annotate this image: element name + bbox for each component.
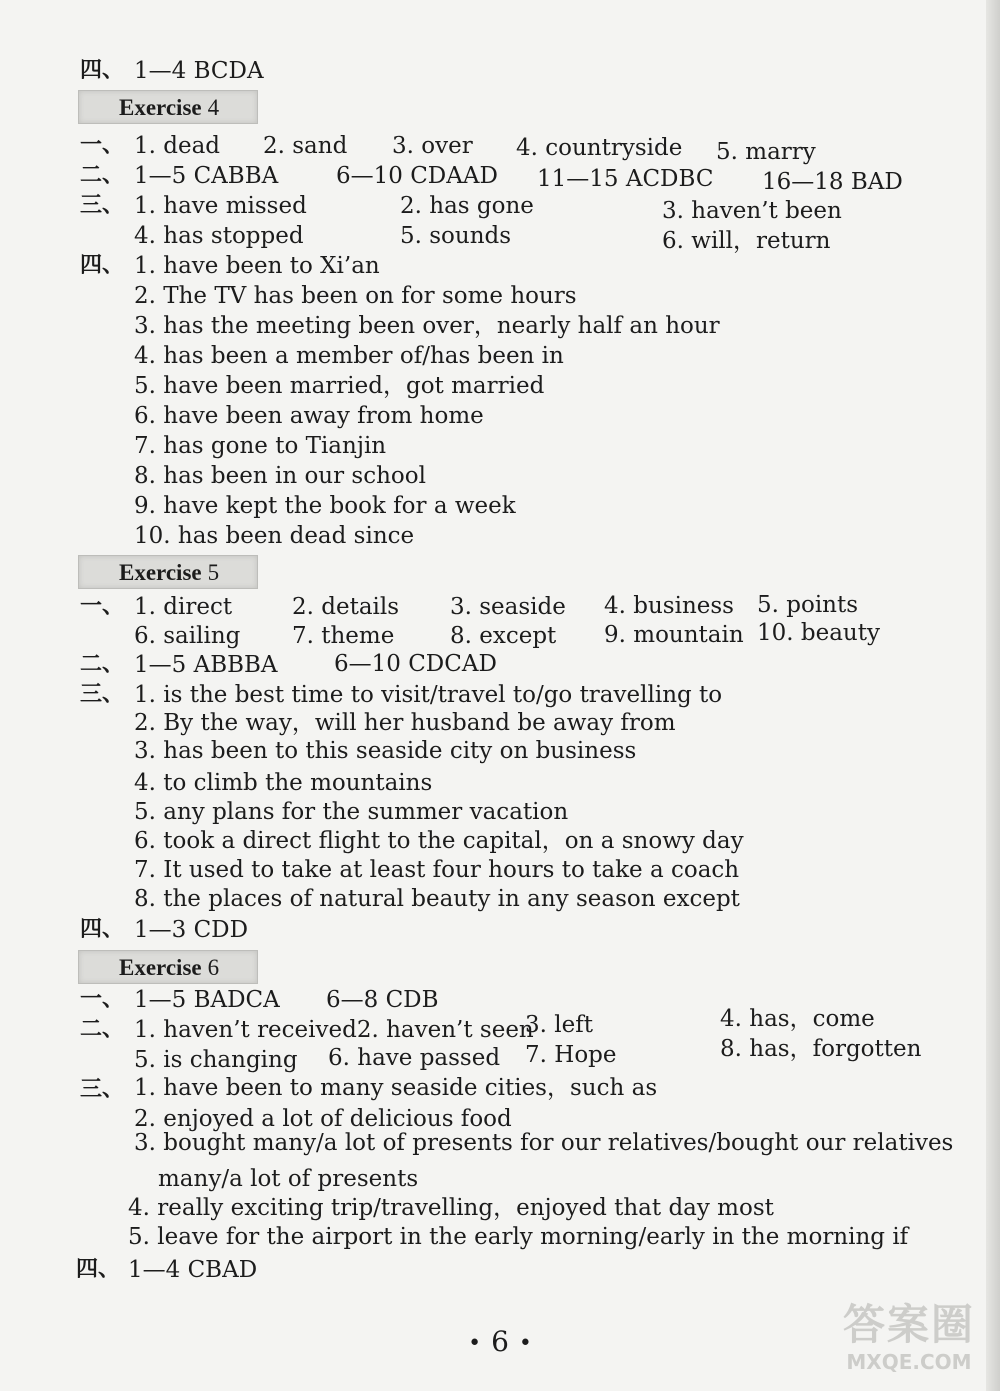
answer-item: 4. business	[604, 593, 734, 619]
answer-item: 1. is the best time to visit/travel to/go travelling to	[134, 682, 723, 708]
answer-item: 6. sailing	[134, 623, 241, 649]
answer-item: 2. details	[292, 594, 400, 620]
answer-item: 5. have been married，got married	[134, 373, 545, 399]
answer-item: 8. has，forgotten	[720, 1036, 922, 1062]
answer-line: 1—4 BCDA	[134, 58, 264, 84]
answer-item: 3. has been to this seaside city on business	[134, 738, 637, 764]
answer-item: 8. except	[450, 623, 557, 649]
answer-item: 4. countryside	[516, 135, 683, 161]
answer-item: 7. has gone to Tianjin	[134, 433, 387, 459]
answer-item: 2. sand	[263, 133, 348, 159]
answer-item: many/a lot of presents	[158, 1166, 419, 1192]
answer-item: 11—15 ACDBC	[537, 166, 714, 192]
answer-item: 4. has been a member of/has been in	[134, 343, 564, 369]
answer-item: 1. haven’t received2. haven’t seen	[134, 1017, 534, 1043]
answer-item: 6. have passed	[328, 1045, 501, 1071]
answer-item: 1. have been to Xi’an	[134, 253, 380, 279]
answer-item: 1—5 CABBA	[134, 163, 279, 189]
section-marker: 三、	[80, 193, 125, 218]
answer-item: 4. has stopped	[134, 223, 304, 249]
answer-item: 3. over	[392, 133, 473, 159]
answer-item: 2. By the way，will her husband be away from	[134, 710, 676, 736]
bullet-dot-icon: •	[518, 1330, 532, 1356]
answer-item: 3. has the meeting been over，nearly half an hour	[134, 313, 720, 339]
answer-item: 1—5 BADCA	[134, 987, 280, 1013]
answer-item: 1. direct	[134, 594, 233, 620]
answer-item: 4. really exciting trip/travelling，enjoyed that day most	[128, 1195, 774, 1221]
answer-item: 6—8 CDB	[326, 987, 439, 1013]
answer-item: 3. seaside	[450, 594, 566, 620]
answer-item: 8. has been in our school	[134, 463, 426, 489]
answer-item: 5. sounds	[400, 223, 512, 249]
bullet-dot-icon: •	[468, 1330, 482, 1356]
answer-item: 7. It used to take at least four hours to take a coach	[134, 857, 740, 883]
answer-item: 8. the places of natural beauty in any season except	[134, 886, 740, 912]
section-marker: 二、	[80, 652, 125, 677]
exercise-heading: Exercise 4	[78, 90, 258, 124]
section-marker: 一、	[80, 987, 125, 1012]
answer-item: 7. Hope	[525, 1042, 617, 1068]
section-marker: 二、	[80, 163, 125, 188]
exercise-heading: Exercise 5	[78, 555, 258, 589]
answer-item: 6. have been away from home	[134, 403, 484, 429]
answer-item: 10. beauty	[757, 620, 880, 646]
answer-item: 6—10 CDAAD	[336, 163, 498, 189]
answer-item: 10. has been dead since	[134, 523, 415, 549]
page-edge-shadow	[986, 0, 1000, 1391]
answer-item: 1—5 ABBBA	[134, 652, 278, 678]
answer-item: 5. any plans for the summer vacation	[134, 799, 569, 825]
answer-item: 2. enjoyed a lot of delicious food	[134, 1106, 512, 1132]
answer-line: 1—4 CBAD	[128, 1257, 258, 1283]
answer-item: 1. have been to many seaside cities，such as	[134, 1075, 658, 1101]
section-marker: 一、	[80, 594, 125, 619]
answer-item: 6. took a direct flight to the capital，on a snowy day	[134, 828, 744, 854]
answer-item: 3. haven’t been	[662, 198, 842, 224]
answer-item: 7. theme	[292, 623, 395, 649]
answer-item: 5. leave for the airport in the early morning/early in the morning if	[128, 1224, 909, 1250]
answer-item: 16—18 BAD	[762, 169, 903, 195]
section-marker: 四、	[80, 58, 125, 83]
section-marker: 二、	[80, 1017, 125, 1042]
answer-item: 4. has，come	[720, 1006, 875, 1032]
answer-item: 4. to climb the mountains	[134, 770, 433, 796]
answer-item: 6—10 CDCAD	[334, 651, 497, 677]
section-marker: 四、	[80, 253, 125, 278]
answer-item: 1. have missed	[134, 193, 307, 219]
exercise-heading: Exercise 6	[78, 950, 258, 984]
section-marker: 三、	[80, 682, 125, 707]
section-marker: 四、	[76, 1257, 121, 1282]
answer-item: 5. marry	[716, 139, 816, 165]
answer-item: 9. have kept the book for a week	[134, 493, 516, 519]
watermark-logo: 答案圈 MXQE.COM	[842, 1300, 975, 1374]
answer-item: 5. points	[757, 592, 859, 618]
answer-item: 2. has gone	[400, 193, 534, 219]
section-marker: 三、	[80, 1077, 125, 1102]
answer-item: 9. mountain	[604, 622, 744, 648]
answer-item: 1. dead	[134, 133, 221, 159]
answer-item: 6. will，return	[662, 228, 831, 254]
answer-item: 3. bought many/a lot of presents for our relatives/bought our relatives	[134, 1130, 954, 1156]
section-marker: 一、	[80, 133, 125, 158]
section-marker: 四、	[80, 917, 125, 942]
answer-item: 2. The TV has been on for some hours	[134, 283, 577, 309]
page-number: • 6 •	[468, 1325, 532, 1358]
answer-item: 3. left	[525, 1012, 593, 1038]
answer-item: 5. is changing	[134, 1047, 298, 1073]
answer-line: 1—3 CDD	[134, 917, 249, 943]
